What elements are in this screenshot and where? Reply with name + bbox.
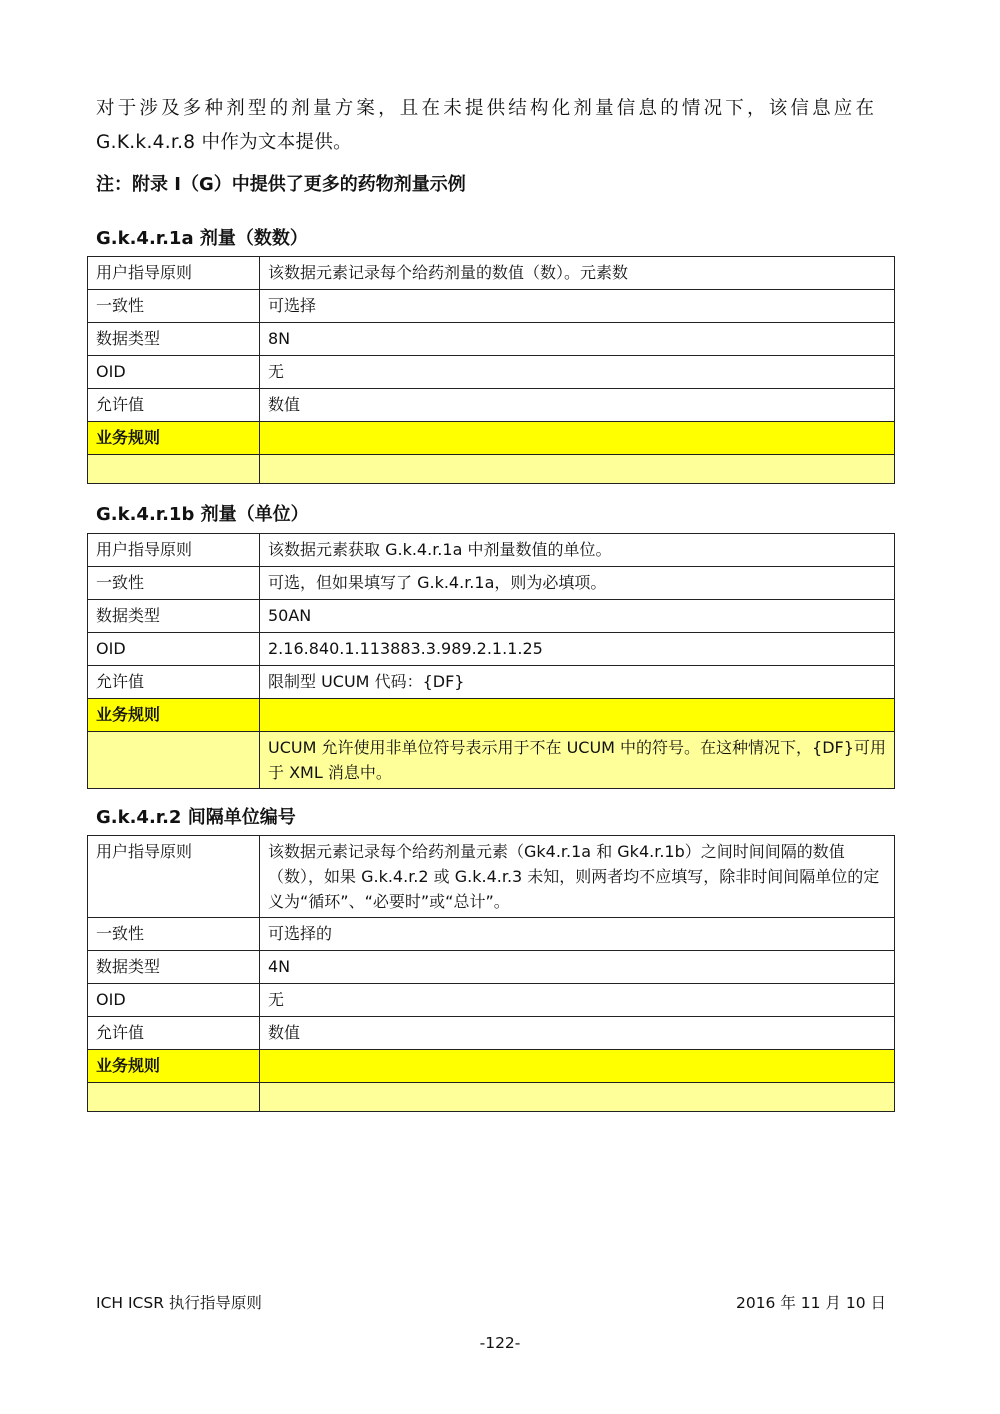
spec-table-g-k-4-r-1b <box>87 533 895 789</box>
row-key: 用户指导原则 <box>88 534 260 567</box>
row-value: 数值 <box>260 1017 895 1050</box>
business-rule-value-blank <box>88 455 260 484</box>
intro-paragraph <box>96 92 906 160</box>
row-value: 数值 <box>260 389 895 422</box>
business-rule-value <box>260 1083 895 1112</box>
row-value: 该数据元素获取 G.k.4.r.1a 中剂量数值的单位。 <box>260 534 895 567</box>
business-rule-label: 业务规则 <box>88 422 260 455</box>
row-key: OID <box>88 356 260 389</box>
row-key: 允许值 <box>88 1017 260 1050</box>
row-value: 无 <box>260 356 895 389</box>
row-value: 8N <box>260 323 895 356</box>
business-rule-value-row <box>88 732 895 789</box>
row-key: 数据类型 <box>88 323 260 356</box>
row-key: 一致性 <box>88 918 260 951</box>
business-rule-value-blank <box>88 1083 260 1112</box>
row-value: 无 <box>260 984 895 1017</box>
business-rule-value <box>260 455 895 484</box>
spec-table-g-k-4-r-1a <box>87 256 895 484</box>
table-row <box>88 1017 895 1050</box>
business-rule-value: UCUM 允许使用非单位符号表示用于不在 UCUM 中的符号。在这种情况下，{DF}可用于 XML 消息中。 <box>260 732 895 789</box>
note-heading: 注：附录 I（G）中提供了更多的药物剂量示例 <box>96 174 466 195</box>
table-row <box>88 836 895 918</box>
row-value: 可选择 <box>260 290 895 323</box>
row-value: 可选，但如果填写了 G.k.4.r.1a，则为必填项。 <box>260 567 895 600</box>
business-rule-value-blank <box>88 732 260 789</box>
row-value: 可选择的 <box>260 918 895 951</box>
table-row <box>88 290 895 323</box>
page-number: -122- <box>479 1334 521 1352</box>
table-row <box>88 951 895 984</box>
business-rule-value-row <box>88 1083 895 1112</box>
table-row <box>88 633 895 666</box>
row-key: 用户指导原则 <box>88 257 260 290</box>
row-key: 一致性 <box>88 567 260 600</box>
business-rule-label: 业务规则 <box>88 699 260 732</box>
table-row <box>88 534 895 567</box>
intro-line-2: G.K.k.4.r.8 中作为文本提供。 <box>96 132 352 153</box>
row-value: 4N <box>260 951 895 984</box>
section-title-g-k-4-r-2: G.k.4.r.2 间隔单位编号 <box>96 807 296 828</box>
footer-document-title: ICH ICSR 执行指导原则 <box>96 1294 262 1312</box>
row-key: 允许值 <box>88 666 260 699</box>
table-row <box>88 257 895 290</box>
table-row <box>88 600 895 633</box>
section-title-g-k-4-r-1a: G.k.4.r.1a 剂量（数数） <box>96 228 308 249</box>
row-key: 数据类型 <box>88 951 260 984</box>
row-key: 用户指导原则 <box>88 836 260 918</box>
business-rule-header-row <box>88 699 895 732</box>
row-key: 数据类型 <box>88 600 260 633</box>
business-rule-label: 业务规则 <box>88 1050 260 1083</box>
row-key: 一致性 <box>88 290 260 323</box>
table-row <box>88 356 895 389</box>
section-title-g-k-4-r-1b: G.k.4.r.1b 剂量（单位） <box>96 504 309 525</box>
row-value: 该数据元素记录每个给药剂量元素（Gk4.r.1a 和 Gk4.r.1b）之间时间间隔的数值（数），如果 G.k.4.r.2 或 G.k.4.r.3 未知，则两者均不应填写，除非时间间隔单位的定义为“循环”、“必要时”或“总计”。 <box>260 836 895 918</box>
table-row <box>88 567 895 600</box>
table-row <box>88 389 895 422</box>
row-key: OID <box>88 984 260 1017</box>
business-rule-header-row <box>88 422 895 455</box>
business-rule-header-blank <box>260 1050 895 1083</box>
spec-table-g-k-4-r-2 <box>87 835 895 1112</box>
table-row <box>88 323 895 356</box>
table-row <box>88 984 895 1017</box>
business-rule-header-blank <box>260 699 895 732</box>
table-row <box>88 666 895 699</box>
footer-date: 2016 年 11 月 10 日 <box>735 1294 886 1312</box>
row-value: 2.16.840.1.113883.3.989.2.1.1.25 <box>260 633 895 666</box>
row-value: 50AN <box>260 600 895 633</box>
table-row <box>88 918 895 951</box>
row-value: 该数据元素记录每个给药剂量的数值（数）。元素数 <box>260 257 895 290</box>
intro-line-1: 对于涉及多种剂型的剂量方案，且在未提供结构化剂量信息的情况下，该信息应在 <box>96 98 878 119</box>
row-value: 限制型 UCUM 代码：{DF} <box>260 666 895 699</box>
business-rule-header-blank <box>260 422 895 455</box>
business-rule-value-row <box>88 455 895 484</box>
row-key: 允许值 <box>88 389 260 422</box>
business-rule-header-row <box>88 1050 895 1083</box>
row-key: OID <box>88 633 260 666</box>
